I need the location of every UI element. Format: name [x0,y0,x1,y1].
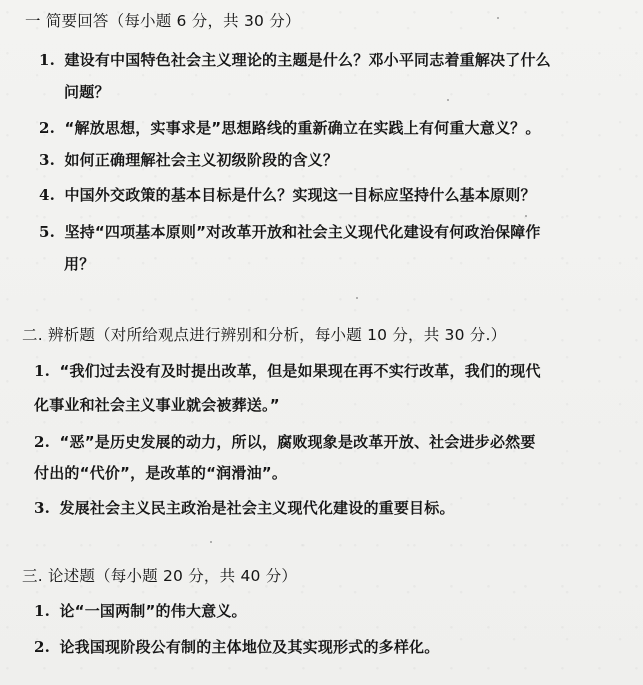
scan-speck [447,99,449,101]
question-1-2 [39,118,541,138]
question-number: 5. [39,223,56,241]
question-2-3 [34,498,455,518]
question-number: 1. [39,51,56,69]
question-text: “我们过去没有及时提出改革，但是如果现在再不实行改革，我们的现代 [59,362,541,380]
question-number: 2. [34,433,51,451]
section-heading-essay: 三. 论述题（每小题 20 分，共 40 分） [22,567,298,585]
question-number: 1. [34,362,51,380]
question-1-4 [39,185,536,205]
question-1-1 [39,50,551,70]
question-3-2 [34,637,439,657]
question-3-1 [34,601,247,621]
scan-speck [525,215,527,217]
question-2-2-continuation: 付出的“代价”，是改革的“润滑油”。 [34,464,288,482]
question-text: 论我国现阶段公有制的主体地位及其实现形式的多样化。 [59,638,440,656]
question-2-2 [34,432,536,452]
scan-speck [356,297,358,299]
section-heading-brief-answer: 一 简要回答（每小题 6 分，共 30 分） [25,12,301,30]
section-heading-analysis: 二. 辨析题（对所给观点进行辨别和分析，每小题 10 分，共 30 分.） [22,326,507,344]
question-1-5-continuation: 用？ [64,255,95,273]
question-number: 3. [39,151,56,169]
question-number: 3. [34,499,51,517]
scan-speck [497,17,499,19]
question-text: “解放思想，实事求是”思想路线的重新确立在实践上有何重大意义？。 [64,119,541,137]
question-1-1-continuation: 问题？ [64,83,110,101]
question-text: 建设有中国特色社会主义理论的主题是什么？邓小平同志着重解决了什么 [64,51,551,69]
question-number: 2. [39,119,56,137]
question-2-1 [34,361,541,381]
question-text: 发展社会主义民主政治是社会主义现代化建设的重要目标。 [59,499,455,517]
question-text: 如何正确理解社会主义初级阶段的含义？ [64,151,339,169]
question-number: 1. [34,602,51,620]
question-text: 坚持“四项基本原则”对改革开放和社会主义现代化建设有何政治保障作 [64,223,541,241]
question-text: 中国外交政策的基本目标是什么？实现这一目标应坚持什么基本原则？ [64,186,536,204]
question-text: 论“一国两制”的伟大意义。 [59,602,247,620]
scan-speck [210,541,212,543]
question-2-1-continuation: 化事业和社会主义事业就会被葬送。” [34,396,280,414]
question-number: 4. [39,186,56,204]
question-1-5 [39,222,541,242]
question-text: “恶”是历史发展的动力，所以，腐败现象是改革开放、社会进步必然要 [59,433,536,451]
question-number: 2. [34,638,51,656]
question-1-3 [39,150,338,170]
